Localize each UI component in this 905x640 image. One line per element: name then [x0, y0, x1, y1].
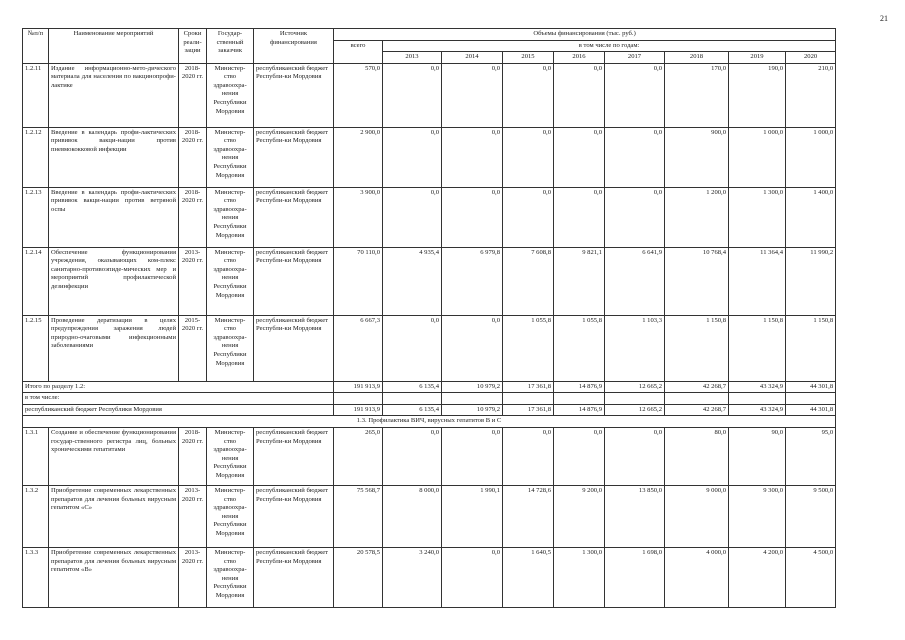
row-year-value: 0,0	[442, 187, 503, 247]
table-row	[23, 547, 836, 607]
row-year-value: 1 300,0	[554, 547, 605, 607]
subtotal-year: 10 979,2	[442, 381, 503, 393]
row-year-value: 1 990,1	[442, 485, 503, 547]
row-year-value: 0,0	[554, 127, 605, 187]
row-year-value: 90,0	[729, 427, 786, 485]
row-year-value: 3 240,0	[383, 547, 442, 607]
year-header: 2014	[442, 52, 503, 64]
row-name: Приобретение современных лекарственных препаратов для лечения больных вирусным гепатитом «С»	[49, 485, 179, 547]
row-year-value: 0,0	[503, 63, 554, 127]
row-source: республиканский бюджет Республи-ки Мордовия	[254, 315, 334, 381]
row-year-value: 0,0	[383, 63, 442, 127]
row-year-value: 9 821,1	[554, 247, 605, 315]
row-year-value: 0,0	[554, 427, 605, 485]
row-source: республиканский бюджет Республи-ки Мордовия	[254, 547, 334, 607]
incl-label: в том числе:	[23, 393, 334, 405]
year-header: 2020	[786, 52, 836, 64]
row-year-value: 190,0	[729, 63, 786, 127]
row-year-value: 6 641,9	[605, 247, 665, 315]
row-source: республиканский бюджет Республи-ки Мордовия	[254, 127, 334, 187]
row-year-value: 170,0	[665, 63, 729, 127]
row-source: республиканский бюджет Республи-ки Мордовия	[254, 247, 334, 315]
subtotal-year: 44 301,8	[786, 381, 836, 393]
row-year-value: 9 200,0	[554, 485, 605, 547]
budget-row	[23, 404, 836, 416]
row-term: 2018-2020 гг.	[179, 127, 207, 187]
budget-year: 17 361,8	[503, 404, 554, 416]
row-year-value: 1 698,0	[605, 547, 665, 607]
row-year-value: 9 500,0	[786, 485, 836, 547]
subtotal-year: 42 268,7	[665, 381, 729, 393]
row-total: 75 568,7	[334, 485, 383, 547]
budget-year: 12 665,2	[605, 404, 665, 416]
row-year-value: 1 400,0	[786, 187, 836, 247]
row-year-value: 1 103,3	[605, 315, 665, 381]
row-total: 265,0	[334, 427, 383, 485]
col-source-header: Источник финансирования	[254, 29, 334, 64]
row-total: 6 667,3	[334, 315, 383, 381]
row-number: 1.3.1	[23, 427, 49, 485]
row-year-value: 0,0	[383, 127, 442, 187]
row-year-value: 0,0	[383, 427, 442, 485]
budget-year: 44 301,8	[786, 404, 836, 416]
row-name: Введение в календарь профи-лактических прививок вакци-нации против ветряной оспы	[49, 187, 179, 247]
row-year-value: 0,0	[442, 63, 503, 127]
col-customer-header: Государ-ственный заказчик	[207, 29, 254, 64]
row-year-value: 0,0	[442, 127, 503, 187]
row-year-value: 9 000,0	[665, 485, 729, 547]
budget-year: 43 324,9	[729, 404, 786, 416]
row-year-value: 0,0	[442, 315, 503, 381]
row-year-value: 0,0	[605, 63, 665, 127]
subtotal-year: 6 135,4	[383, 381, 442, 393]
row-year-value: 0,0	[605, 187, 665, 247]
row-year-value: 900,0	[665, 127, 729, 187]
row-year-value: 8 000,0	[383, 485, 442, 547]
budget-total: 191 913,9	[334, 404, 383, 416]
row-customer: Министер-ство здравоохра-нения Республики Мордовия	[207, 187, 254, 247]
row-year-value: 95,0	[786, 427, 836, 485]
row-year-value: 4 500,0	[786, 547, 836, 607]
year-header: 2017	[605, 52, 665, 64]
row-number: 1.3.3	[23, 547, 49, 607]
row-number: 1.2.13	[23, 187, 49, 247]
col-volumes-header: Объемы финансирования (тыс. руб.)	[334, 29, 836, 41]
row-year-value: 9 300,0	[729, 485, 786, 547]
col-term-header: Сроки реали-зации	[179, 29, 207, 64]
row-term: 2013-2020 гг.	[179, 547, 207, 607]
row-year-value: 13 850,0	[605, 485, 665, 547]
row-customer: Министер-ство здравоохра-нения Республики Мордовия	[207, 485, 254, 547]
row-term: 2018-2020 гг.	[179, 427, 207, 485]
row-total: 2 900,0	[334, 127, 383, 187]
row-term: 2015-2020 гг.	[179, 315, 207, 381]
table-row	[23, 315, 836, 381]
row-year-value: 0,0	[383, 315, 442, 381]
row-number: 1.3.2	[23, 485, 49, 547]
row-year-value: 0,0	[503, 127, 554, 187]
row-year-value: 1 000,0	[729, 127, 786, 187]
row-year-value: 1 150,8	[665, 315, 729, 381]
section-row	[23, 416, 836, 428]
row-customer: Министер-ство здравоохра-нения Республики Мордовия	[207, 315, 254, 381]
row-year-value: 0,0	[605, 127, 665, 187]
row-year-value: 4 200,0	[729, 547, 786, 607]
budget-label: республиканский бюджет Республики Мордовия	[23, 404, 334, 416]
row-year-value: 0,0	[442, 547, 503, 607]
row-year-value: 1 640,5	[503, 547, 554, 607]
table-row	[23, 63, 836, 127]
row-source: республиканский бюджет Республи-ки Мордовия	[254, 485, 334, 547]
row-year-value: 0,0	[503, 427, 554, 485]
row-year-value: 1 300,0	[729, 187, 786, 247]
row-year-value: 7 608,8	[503, 247, 554, 315]
year-header: 2019	[729, 52, 786, 64]
table-row	[23, 127, 836, 187]
col-by-years-header: в том числе по годам:	[383, 40, 836, 52]
col-name-header: Наименование мероприятий	[49, 29, 179, 64]
row-year-value: 0,0	[554, 63, 605, 127]
row-number: 1.2.14	[23, 247, 49, 315]
row-year-value: 80,0	[665, 427, 729, 485]
row-number: 1.2.11	[23, 63, 49, 127]
row-year-value: 10 768,4	[665, 247, 729, 315]
row-year-value: 1 200,0	[665, 187, 729, 247]
row-customer: Министер-ство здравоохра-нения Республики Мордовия	[207, 127, 254, 187]
row-source: республиканский бюджет Республи-ки Мордовия	[254, 63, 334, 127]
row-name: Издание информационно-мето-дического материала для населения по вакцинопрофи-лактике	[49, 63, 179, 127]
subtotal-year: 12 665,2	[605, 381, 665, 393]
row-customer: Министер-ство здравоохра-нения Республики Мордовия	[207, 427, 254, 485]
row-year-value: 0,0	[442, 427, 503, 485]
row-year-value: 210,0	[786, 63, 836, 127]
row-number: 1.2.15	[23, 315, 49, 381]
col-num-header: №п/п	[23, 29, 49, 64]
row-customer: Министер-ство здравоохра-нения Республики Мордовия	[207, 547, 254, 607]
row-year-value: 4 935,4	[383, 247, 442, 315]
budget-year: 14 876,9	[554, 404, 605, 416]
row-name: Приобретение современных лекарственных препаратов для лечения больных вирусным гепатитом «В»	[49, 547, 179, 607]
row-year-value: 1 000,0	[786, 127, 836, 187]
budget-year: 6 135,4	[383, 404, 442, 416]
subtotal-year: 43 324,9	[729, 381, 786, 393]
row-term: 2018-2020 гг.	[179, 63, 207, 127]
row-name: Введение в календарь профи-лактических прививок вакци-нации против пневмококковой инфекции	[49, 127, 179, 187]
year-header: 2015	[503, 52, 554, 64]
budget-year: 42 268,7	[665, 404, 729, 416]
financing-table	[22, 28, 836, 608]
year-header: 2016	[554, 52, 605, 64]
section-title: 1.3. Профилактика ВИЧ, вирусных гепатитов В и С	[23, 416, 836, 428]
row-term: 2018-2020 гг.	[179, 187, 207, 247]
row-year-value: 11 990,2	[786, 247, 836, 315]
table-row	[23, 427, 836, 485]
subtotal-label: Итого по разделу 1.2:	[23, 381, 334, 393]
row-name: Проведение дератизации в целях предупреждения заражения людей природно-очаговыми инфекционными заболеваниями	[49, 315, 179, 381]
row-year-value: 0,0	[605, 427, 665, 485]
row-year-value: 14 728,6	[503, 485, 554, 547]
table-row	[23, 485, 836, 547]
row-source: республиканский бюджет Республи-ки Мордовия	[254, 427, 334, 485]
row-term: 2013-2020 гг.	[179, 485, 207, 547]
row-year-value: 1 055,8	[503, 315, 554, 381]
budget-year: 10 979,2	[442, 404, 503, 416]
row-total: 20 578,5	[334, 547, 383, 607]
page-number: 21	[880, 14, 888, 23]
year-header: 2013	[383, 52, 442, 64]
table-row	[23, 187, 836, 247]
row-year-value: 0,0	[554, 187, 605, 247]
row-year-value: 1 150,8	[786, 315, 836, 381]
row-total: 3 900,0	[334, 187, 383, 247]
row-total: 570,0	[334, 63, 383, 127]
subtotal-year: 14 876,9	[554, 381, 605, 393]
row-year-value: 0,0	[503, 187, 554, 247]
subtotal-row	[23, 381, 836, 393]
row-year-value: 0,0	[383, 187, 442, 247]
row-customer: Министер-ство здравоохра-нения Республики Мордовия	[207, 247, 254, 315]
row-name: Создание и обеспечение функционирования государ-ственного регистра лиц, больных хроническими гепатитами	[49, 427, 179, 485]
subtotal-total: 191 913,9	[334, 381, 383, 393]
row-term: 2013-2020 гг.	[179, 247, 207, 315]
subtotal-year: 17 361,8	[503, 381, 554, 393]
incl-row	[23, 393, 836, 405]
col-total-header: всего	[334, 40, 383, 63]
row-customer: Министер-ство здравоохра-нения Республики Мордовия	[207, 63, 254, 127]
row-name: Обеспечение функционирования учреждения, оказывающих ком-плекс санитарно-противоэпиде-мических мер и мероприятий профилактической дезинфекции	[49, 247, 179, 315]
year-header: 2018	[665, 52, 729, 64]
row-number: 1.2.12	[23, 127, 49, 187]
row-year-value: 4 000,0	[665, 547, 729, 607]
row-total: 70 110,0	[334, 247, 383, 315]
row-year-value: 6 979,8	[442, 247, 503, 315]
row-source: республиканский бюджет Республи-ки Мордовия	[254, 187, 334, 247]
table-row	[23, 247, 836, 315]
row-year-value: 1 055,8	[554, 315, 605, 381]
row-year-value: 1 150,8	[729, 315, 786, 381]
row-year-value: 11 364,4	[729, 247, 786, 315]
